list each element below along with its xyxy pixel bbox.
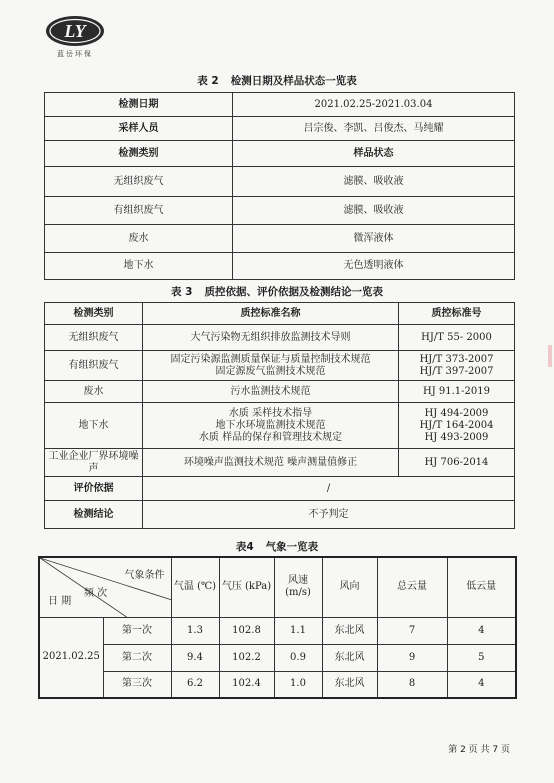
standard-code: HJ 493-2009 xyxy=(424,431,489,443)
table3-standard-code-cell xyxy=(399,449,515,477)
page-number: 第 2 页 共 7 页 xyxy=(448,745,510,755)
header-wind-speed: 风速 (m/s) xyxy=(274,557,322,617)
standard-code: HJ/T 55- 2000 xyxy=(421,331,492,343)
header-temperature: 气温 (℃) xyxy=(171,557,219,617)
weather-wind-speed-cell: 1.0 xyxy=(274,671,322,698)
table2-label-cell: 采样人员 xyxy=(45,117,233,141)
weather-table xyxy=(38,556,517,699)
table3-row xyxy=(45,403,515,449)
header-pressure: 气压 (kPa) xyxy=(219,557,274,617)
diag-frequency-label: 频 次 xyxy=(84,588,108,599)
table3-category-cell: 工业企业厂界环境噪声 xyxy=(45,449,143,477)
header-low-cloud: 低云量 xyxy=(447,557,516,617)
diag-date-label: 日 期 xyxy=(48,596,72,607)
table2-label-cell: 地下水 xyxy=(45,253,233,280)
standard-name: 地下水环境监测技术规范 xyxy=(215,419,326,431)
weather-low-cloud-cell: 4 xyxy=(447,617,516,644)
table3-evaluation-row xyxy=(45,477,515,501)
weather-temperature-cell: 6.2 xyxy=(171,671,219,698)
company-logo xyxy=(40,14,110,68)
weather-wind-direction-cell: 东北风 xyxy=(322,617,377,644)
table3-category-cell: 有组织废气 xyxy=(45,351,143,381)
table2-value-cell: 2021.02.25-2021.03.04 xyxy=(233,93,515,117)
table2-value-cell: 滤膜、吸收液 xyxy=(233,167,515,197)
table3-standard-code-cell xyxy=(399,403,515,449)
diagonal-header-cell xyxy=(39,557,171,617)
weather-date-cell: 2021.02.25 xyxy=(39,617,103,698)
weather-row xyxy=(39,671,516,698)
table2-caption xyxy=(0,73,554,88)
ly-logo-icon xyxy=(44,14,106,48)
weather-pressure-cell: 102.4 xyxy=(219,671,274,698)
conclusion-value: 不予判定 xyxy=(143,501,515,529)
weather-total-cloud-cell: 7 xyxy=(377,617,447,644)
seal-edge-mark xyxy=(548,345,552,367)
standard-name: 环境噪声监测技术规范 噪声测量值修正 xyxy=(183,456,358,468)
table3-caption xyxy=(0,284,554,299)
table3-title: 质控依据、评价依据及检测结论一览表 xyxy=(204,286,383,298)
weather-low-cloud-cell: 5 xyxy=(447,644,516,671)
table2-label-cell: 无组织废气 xyxy=(45,167,233,197)
table3-number: 表 3 xyxy=(171,286,193,298)
weather-frequency-cell: 第三次 xyxy=(103,671,171,698)
conclusion-label: 检测结论 xyxy=(45,501,143,529)
table2-row xyxy=(45,93,515,117)
table3-standard-name-cell xyxy=(143,403,399,449)
weather-temperature-cell: 1.3 xyxy=(171,617,219,644)
table2-row xyxy=(45,167,515,197)
weather-pressure-cell: 102.2 xyxy=(219,644,274,671)
quality-control-table xyxy=(44,302,515,529)
table3-header-code: 质控标准号 xyxy=(399,303,515,325)
weather-low-cloud-cell: 4 xyxy=(447,671,516,698)
standard-code: HJ 706-2014 xyxy=(424,456,489,468)
standard-code: HJ/T 164-2004 xyxy=(419,419,494,431)
table3-category-cell: 无组织废气 xyxy=(45,325,143,351)
weather-total-cloud-cell: 8 xyxy=(377,671,447,698)
weather-row xyxy=(39,617,516,644)
standard-code: HJ/T 373-2007 xyxy=(419,353,494,365)
standard-name: 水质 采样技术指导 xyxy=(228,407,313,419)
logo-mark-text: LY xyxy=(64,21,86,41)
table2-label-cell: 有组织废气 xyxy=(45,197,233,225)
table2-label-cell: 检测类别 xyxy=(45,141,233,167)
weather-pressure-cell: 102.8 xyxy=(219,617,274,644)
weather-wind-direction-cell: 东北风 xyxy=(322,644,377,671)
table3-category-cell: 地下水 xyxy=(45,403,143,449)
table3-standard-code-cell xyxy=(399,351,515,381)
standard-name: 水质 样品的保存和管理技术规定 xyxy=(198,431,343,443)
evaluation-value: / xyxy=(143,477,515,501)
table2-value-cell: 样品状态 xyxy=(233,141,515,167)
header-wind-direction: 风向 xyxy=(322,557,377,617)
standard-code: HJ/T 397-2007 xyxy=(419,365,494,377)
table4-number: 表4 xyxy=(235,541,254,553)
table4-title: 气象一览表 xyxy=(265,541,319,553)
weather-wind-direction-cell: 东北风 xyxy=(322,671,377,698)
standard-name: 污水监测技术规范 xyxy=(230,385,311,397)
weather-frequency-cell: 第二次 xyxy=(103,644,171,671)
standard-code: HJ 494-2009 xyxy=(424,407,489,419)
sample-status-table xyxy=(44,92,515,280)
table3-conclusion-row xyxy=(45,501,515,529)
table3-standard-name-cell xyxy=(143,325,399,351)
table2-row xyxy=(45,197,515,225)
weather-row xyxy=(39,644,516,671)
table3-category-cell: 废水 xyxy=(45,381,143,403)
table3-standard-code-cell xyxy=(399,325,515,351)
standard-name: 固定污染源监测质量保证与质量控制技术规范 xyxy=(170,353,371,365)
table2-value-cell: 吕宗俊、李凯、吕俊杰、马纯耀 xyxy=(233,117,515,141)
table3-row xyxy=(45,351,515,381)
evaluation-label: 评价依据 xyxy=(45,477,143,501)
table2-value-cell: 滤膜、吸收液 xyxy=(233,197,515,225)
standard-code: HJ 91.1-2019 xyxy=(422,385,490,397)
table3-row xyxy=(45,449,515,477)
table2-row xyxy=(45,117,515,141)
table2-row xyxy=(45,225,515,253)
table2-row xyxy=(45,141,515,167)
company-name: 蓝岳环保 xyxy=(57,50,93,58)
weather-total-cloud-cell: 9 xyxy=(377,644,447,671)
table2-number: 表 2 xyxy=(197,75,219,87)
table3-header-category: 检测类别 xyxy=(45,303,143,325)
diag-weather-label: 气象条件 xyxy=(124,570,165,581)
table2-value-cell: 微浑液体 xyxy=(233,225,515,253)
weather-temperature-cell: 9.4 xyxy=(171,644,219,671)
table2-value-cell: 无色透明液体 xyxy=(233,253,515,280)
table2-label-cell: 废水 xyxy=(45,225,233,253)
table2-title: 检测日期及样品状态一览表 xyxy=(230,75,357,87)
table3-standard-name-cell xyxy=(143,381,399,403)
table3-standard-code-cell xyxy=(399,381,515,403)
weather-wind-speed-cell: 1.1 xyxy=(274,617,322,644)
table3-row xyxy=(45,381,515,403)
table3-row xyxy=(45,325,515,351)
table3-header-name: 质控标准名称 xyxy=(143,303,399,325)
standard-name: 固定源废气监测技术规范 xyxy=(215,365,326,377)
weather-frequency-cell: 第一次 xyxy=(103,617,171,644)
weather-wind-speed-cell: 0.9 xyxy=(274,644,322,671)
table2-row xyxy=(45,253,515,280)
table3-standard-name-cell xyxy=(143,351,399,381)
table2-label-cell: 检测日期 xyxy=(45,93,233,117)
header-total-cloud: 总云量 xyxy=(377,557,447,617)
standard-name: 大气污染物无组织排放监测技术导则 xyxy=(190,331,351,343)
table4-caption xyxy=(0,539,554,554)
table3-standard-name-cell xyxy=(143,449,399,477)
